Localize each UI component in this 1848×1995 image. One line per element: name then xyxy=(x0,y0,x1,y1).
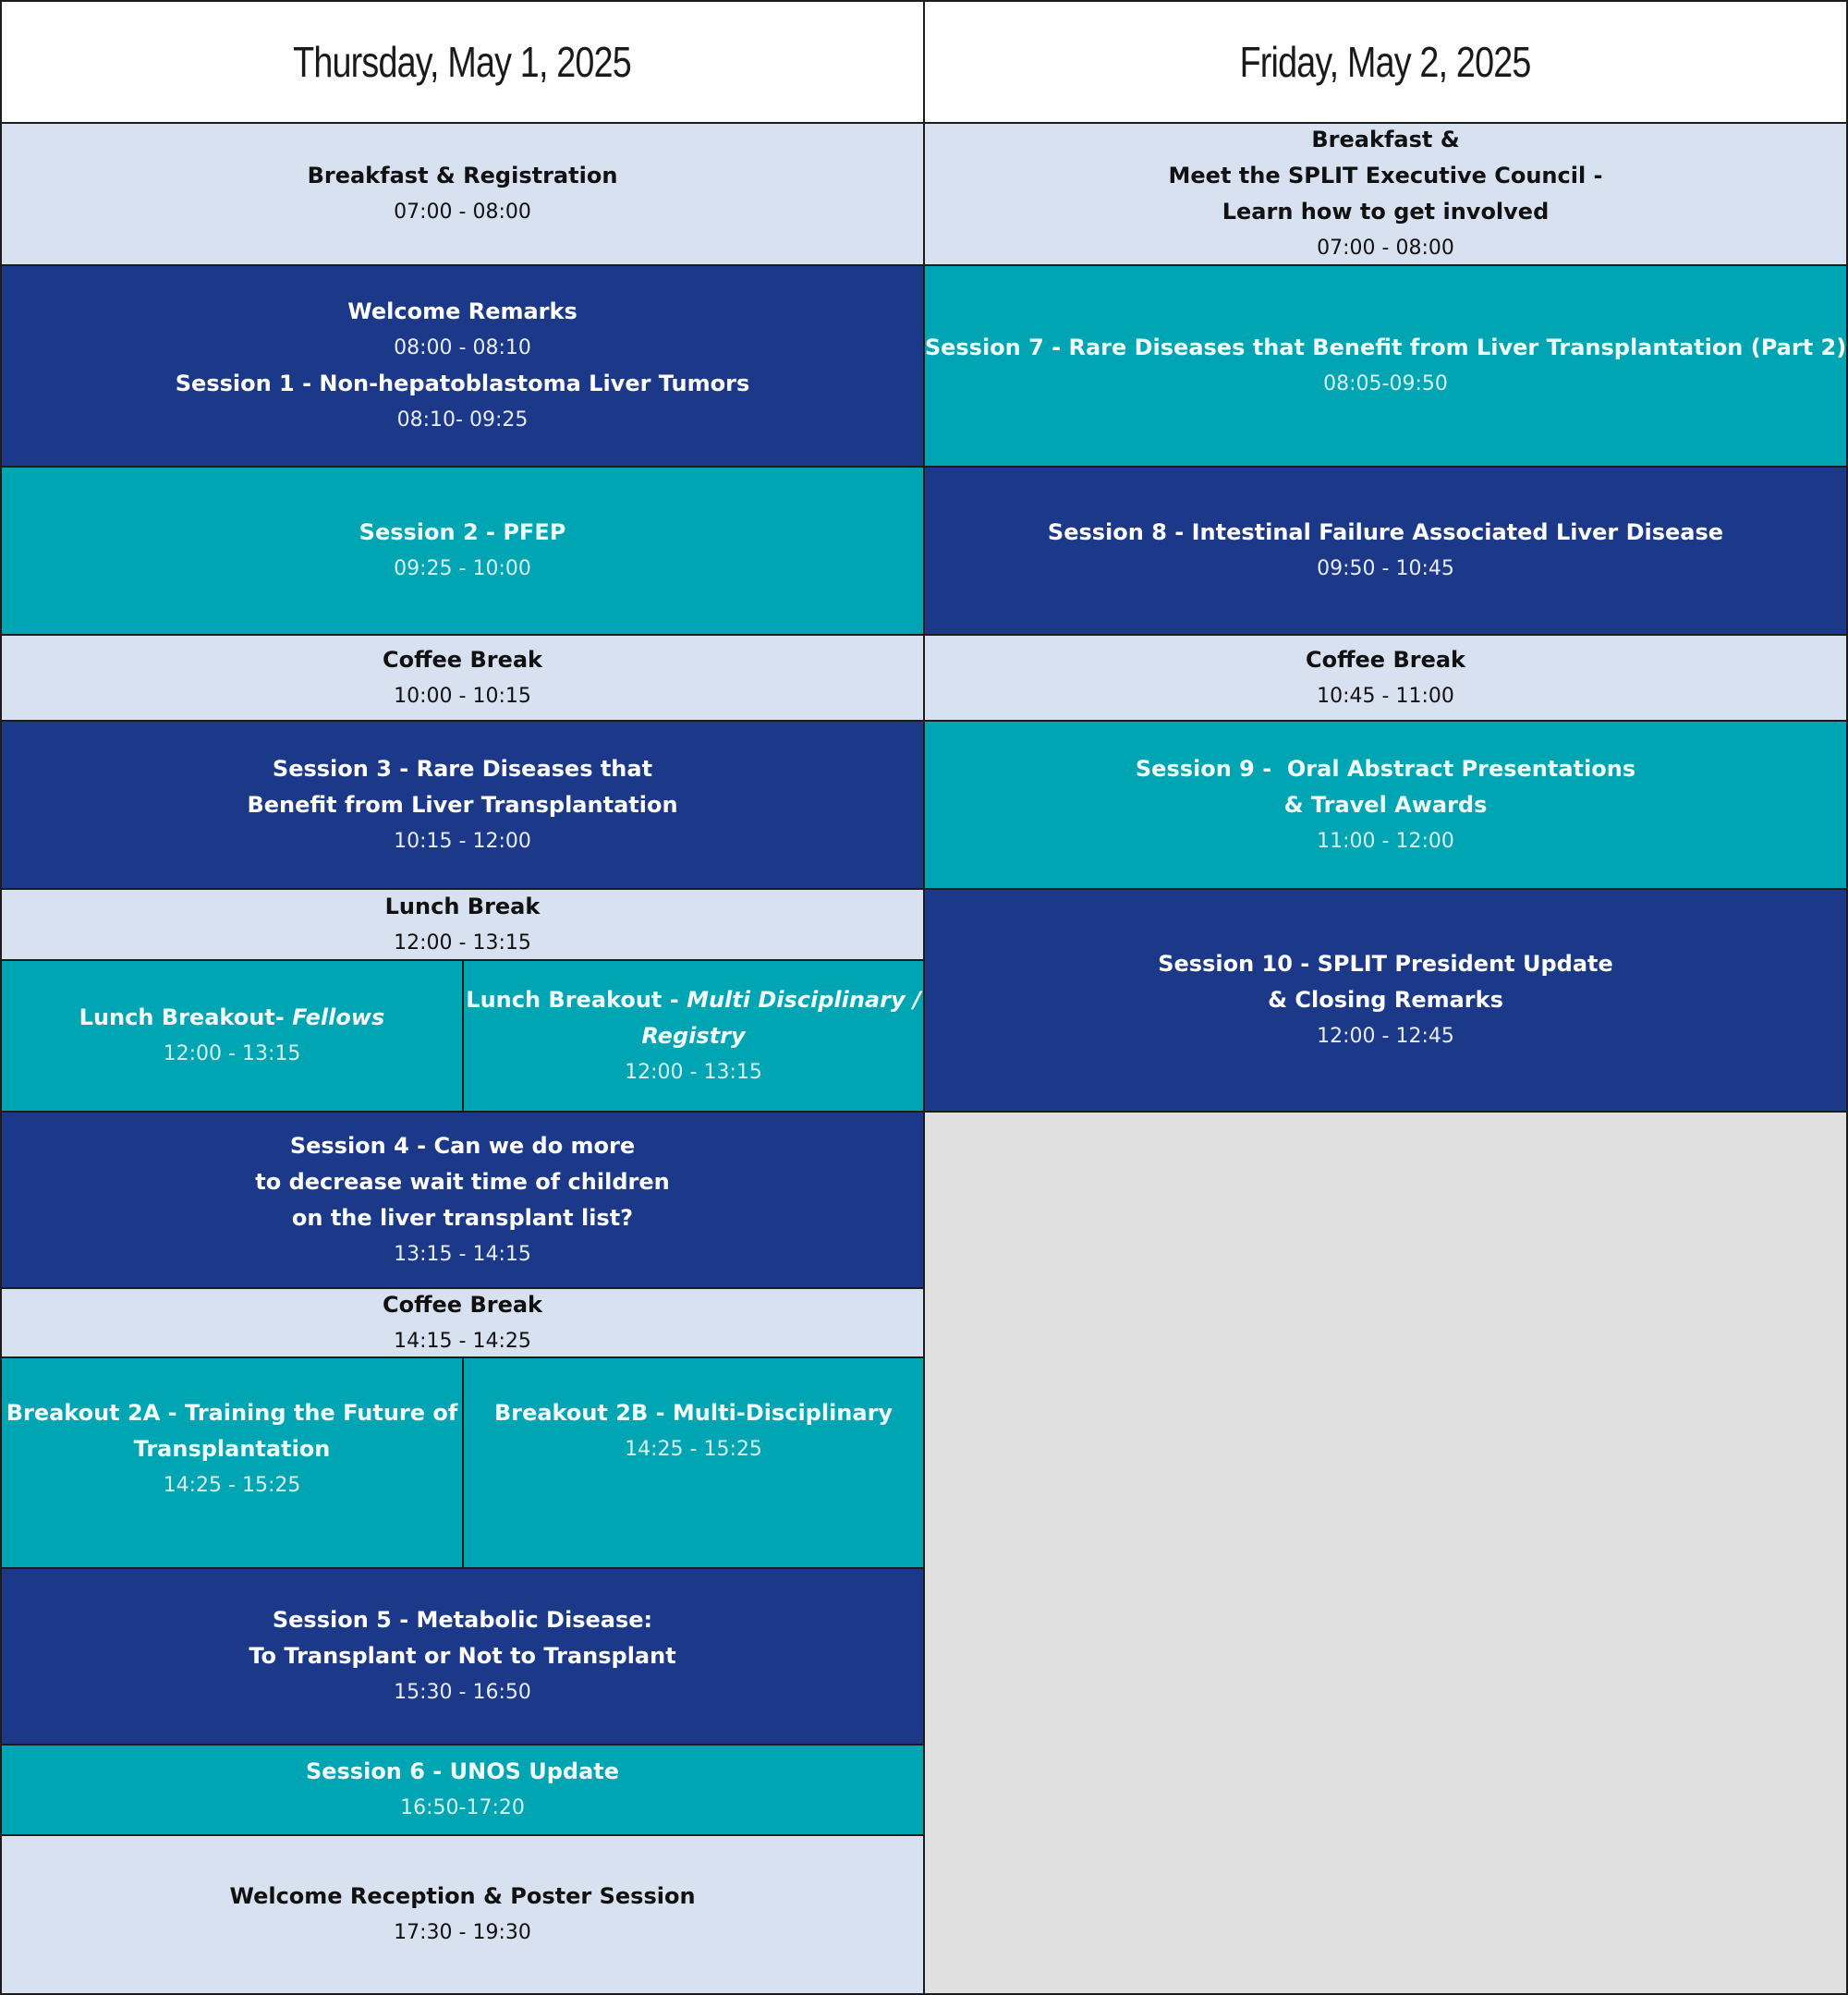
thu-lunch-multi-title-line1 xyxy=(466,982,920,1018)
thu-lunch-multi-time: 12:00 - 13:15 xyxy=(625,1060,762,1084)
thu-reception-title: Welcome Reception & Poster Session xyxy=(229,1883,696,1909)
thu-lunch-fellows-time: 12:00 - 13:15 xyxy=(163,1042,301,1065)
thu-session3-title-line1: Session 3 - Rare Diseases that xyxy=(272,755,653,782)
thu-session5-title-line1: Session 5 - Metabolic Disease: xyxy=(272,1607,653,1633)
thu-welcome-time: 08:00 - 08:10 xyxy=(394,336,531,359)
thu-lunch-time: 12:00 - 13:15 xyxy=(394,931,531,955)
thu-lunch-breakout-multi xyxy=(462,959,925,1113)
thu-breakout2a-title-line2: Transplantation xyxy=(133,1436,331,1462)
thu-welcome-session1 xyxy=(0,264,925,468)
thu-breakout2a-title-line1: Breakout 2A - Training the Future of xyxy=(6,1400,458,1426)
thursday-date: Thursday, May 1, 2025 xyxy=(293,38,632,86)
fri-breakfast-title-line2: Meet the SPLIT Executive Council - xyxy=(1168,163,1603,189)
thu-session6 xyxy=(0,1744,925,1836)
thu-lunch-title: Lunch Break xyxy=(384,893,541,919)
fri-coffee-title: Coffee Break xyxy=(1305,646,1465,673)
thu-breakout2b-time: 14:25 - 15:25 xyxy=(625,1438,762,1461)
thu-session1-time: 08:10- 09:25 xyxy=(396,408,529,432)
thu-session4-title-line2: to decrease wait time of children xyxy=(255,1168,670,1195)
thu-coffee2-time: 14:15 - 14:25 xyxy=(394,1329,531,1353)
thu-session5-time: 15:30 - 16:50 xyxy=(394,1681,531,1704)
thu-session3-time: 10:15 - 12:00 xyxy=(394,829,531,853)
thu-welcome-title: Welcome Remarks xyxy=(347,298,578,324)
thu-breakfast xyxy=(0,122,925,266)
friday-date: Friday, May 2, 2025 xyxy=(1240,38,1531,86)
thu-lunch-fellows-prefix: Lunch Breakout- xyxy=(79,1004,293,1030)
thu-breakfast-time: 07:00 - 08:00 xyxy=(394,201,531,224)
header-thursday xyxy=(0,0,925,124)
fri-session8-time: 09:50 - 10:45 xyxy=(1317,557,1454,580)
thu-breakout-2a xyxy=(0,1356,464,1569)
thu-session4 xyxy=(0,1111,925,1289)
thu-session2-title: Session 2 - PFEP xyxy=(359,519,566,545)
fri-breakfast xyxy=(923,122,1848,266)
fri-coffee-time: 10:45 - 11:00 xyxy=(1317,684,1454,708)
thu-lunch xyxy=(0,888,925,961)
thu-coffee2 xyxy=(0,1287,925,1358)
thu-coffee1 xyxy=(0,634,925,722)
header-friday xyxy=(923,0,1848,124)
thu-coffee1-time: 10:00 - 10:15 xyxy=(394,684,531,708)
thu-session2-time: 09:25 - 10:00 xyxy=(394,557,531,580)
thu-lunch-multi-title-line2 xyxy=(641,1018,745,1054)
fri-session7-title: Session 7 - Rare Diseases that Benefit from Liver Transplantation (Part 2) xyxy=(924,335,1847,360)
thu-breakout2a-time: 14:25 - 15:25 xyxy=(163,1474,301,1497)
thu-reception-time: 17:30 - 19:30 xyxy=(394,1921,531,1944)
thu-session1-title: Session 1 - Non-hepatoblastoma Liver Tumors xyxy=(175,371,750,396)
thu-lunch-multi-italic2: Registry xyxy=(641,1022,746,1049)
thu-session6-time: 16:50-17:20 xyxy=(400,1796,525,1819)
thu-session5-title-line2: To Transplant or Not to Transplant xyxy=(249,1643,676,1669)
fri-coffee xyxy=(923,634,1848,722)
fri-session9 xyxy=(923,720,1848,890)
thu-session6-title: Session 6 - UNOS Update xyxy=(305,1758,620,1784)
thu-session4-title-line1: Session 4 - Can we do more xyxy=(289,1132,636,1159)
fri-breakfast-title-line1: Breakfast & xyxy=(1311,127,1460,152)
fri-session9-time: 11:00 - 12:00 xyxy=(1317,829,1454,853)
thu-session3 xyxy=(0,720,925,890)
fri-session9-title-line2: & Travel Awards xyxy=(1283,791,1488,818)
thu-breakout-2b xyxy=(462,1356,925,1569)
fri-empty-area xyxy=(923,1111,1848,1995)
fri-session10-title-line1: Session 10 - SPLIT President Update xyxy=(1158,951,1613,977)
fri-session8-title: Session 8 - Intestinal Failure Associated Liver Disease xyxy=(1047,519,1724,545)
thu-coffee1-title: Coffee Break xyxy=(382,646,542,673)
thu-breakout2b-title: Breakout 2B - Multi-Disciplinary xyxy=(493,1400,894,1426)
thu-lunch-multi-italic1: Multi Disciplinary / xyxy=(687,986,921,1013)
thu-session3-title-line2: Benefit from Liver Transplantation xyxy=(247,791,678,818)
fri-breakfast-title-line3: Learn how to get involved xyxy=(1222,199,1550,225)
fri-session10 xyxy=(923,888,1848,1113)
fri-session7-time: 08:05-09:50 xyxy=(1323,372,1448,395)
thu-lunch-breakout-fellows xyxy=(0,959,464,1113)
thu-reception xyxy=(0,1834,925,1995)
fri-session8 xyxy=(923,466,1848,636)
thu-session4-time: 13:15 - 14:15 xyxy=(394,1242,531,1266)
thu-session2 xyxy=(0,466,925,636)
fri-session9-title-line1: Session 9 - Oral Abstract Presentations xyxy=(1135,755,1636,782)
fri-session10-time: 12:00 - 12:45 xyxy=(1317,1025,1454,1048)
thu-lunch-fellows-italic: Fellows xyxy=(292,1004,385,1030)
thu-lunch-multi-prefix: Lunch Breakout - xyxy=(466,986,687,1013)
fri-session7 xyxy=(923,264,1848,468)
thu-breakfast-title: Breakfast & Registration xyxy=(307,163,618,189)
thu-lunch-fellows-title xyxy=(79,1000,385,1036)
fri-session10-title-line2: & Closing Remarks xyxy=(1268,987,1503,1013)
thu-coffee2-title: Coffee Break xyxy=(382,1291,542,1318)
thu-session4-title-line3: on the liver transplant list? xyxy=(291,1204,634,1231)
thu-session5 xyxy=(0,1567,925,1746)
fri-breakfast-time: 07:00 - 08:00 xyxy=(1317,237,1454,260)
